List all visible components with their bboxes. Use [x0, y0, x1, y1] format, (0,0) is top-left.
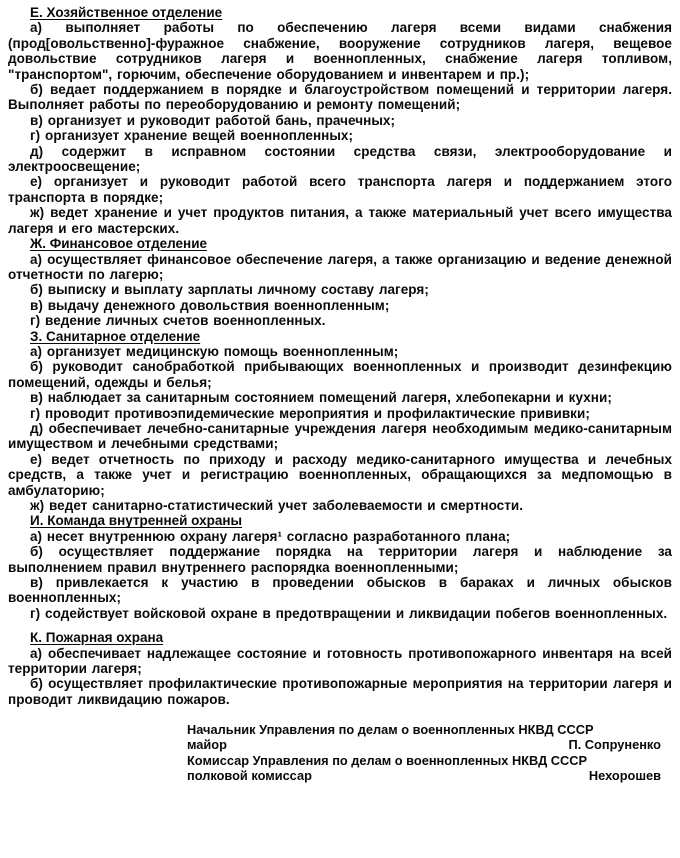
clause-paragraph: е) организует и руководит работой всего транспорта лагеря и поддержанием этого транспорта в порядке; [8, 174, 672, 205]
clause-paragraph: а) несет внутреннюю охрану лагеря¹ согласно разработанного плана; [30, 528, 511, 544]
signature-rank-regimental-commissar: полковой комиссар [187, 767, 312, 783]
section-heading: Ж. Финансовое отделение [30, 236, 208, 252]
clause-paragraph: г) содействует войсковой охране в предотвращении и ликвидации побегов военнопленных. [30, 605, 668, 621]
signature-title-commissar: Комиссар Управления по делам о военнопленных НКВД СССР [187, 752, 588, 768]
clause-paragraph: в) выдачу денежного довольствия военнопленным; [30, 297, 390, 313]
section-heading: К. Пожарная охрана [30, 630, 164, 646]
clause-paragraph: б) ведает поддержанием в порядке и благоустройством помещений и территории лагеря. Выполняет работы по переоборудованию и ремонту помещений; [8, 82, 672, 113]
clause-paragraph: а) обеспечивает надлежащее состояние и готовность противопожарного инвентаря на всей территории лагеря; [8, 645, 672, 677]
signature-title-chief: Начальник Управления по делам о военнопленных НКВД СССР [187, 722, 594, 738]
clause-paragraph: в) организует и руководит работой бань, прачечных; [30, 112, 396, 128]
signature-block [187, 722, 661, 783]
document-sections [8, 5, 672, 707]
clause-paragraph: д) содержит в исправном состоянии средства связи, электрооборудование и электроосвещение; [8, 143, 672, 175]
signature-rank-major: майор [187, 737, 227, 753]
section-heading: Е. Хозяйственное отделение [30, 5, 223, 20]
clause-paragraph: е) ведет отчетность по приходу и расходу медико-санитарного имущества и лечебных средств, а также учет и регистрацию военнопленных, обращающихся за медпомощью в амбулаторию; [8, 451, 672, 498]
section-heading: И. Команда внутренней охраны [30, 513, 243, 529]
clause-paragraph: г) организует хранение вещей военнопленных; [30, 128, 354, 144]
clause-paragraph: д) обеспечивает лечебно-санитарные учреждения лагеря необходимым медико-санитарным имуществом и лечебными средствами; [8, 420, 672, 452]
clause-paragraph: б) выписку и выплату зарплаты личному составу лагеря; [30, 282, 429, 298]
clause-paragraph: в) наблюдает за санитарным состоянием помещений лагеря, хлебопекарни и кухни; [30, 390, 612, 406]
signature-row-commissar [187, 768, 661, 783]
clause-paragraph: в) привлекается к участию в проведении обысков в бараках и личных обысков военнопленных; [8, 575, 672, 606]
clause-paragraph: б) осуществляет поддержание порядка на территории лагеря и наблюдение за выполнением правил внутреннего распорядка военнопленными; [8, 544, 672, 575]
clause-paragraph: ж) ведет санитарно-статистический учет заболеваемости и смертности. [30, 498, 524, 513]
document-body [8, 5, 672, 783]
clause-paragraph: ж) ведет хранение и учет продуктов питания, а также материальный учет всего имущества лагеря и его мастерских. [8, 205, 672, 236]
signature-row-chief [187, 737, 661, 752]
clause-paragraph: б) осуществляет профилактические противопожарные мероприятия на территории лагеря и проводит ликвидацию пожаров. [8, 676, 672, 707]
section-heading: З. Санитарное отделение [30, 328, 201, 344]
clause-paragraph: а) организует медицинскую помощь военнопленным; [30, 343, 399, 359]
signature-name-nekhoroshev: Нехорошев [588, 767, 661, 783]
clause-paragraph: а) выполняет работы по обеспечению лагеря всеми видами снабжения (прод[овольственно]-фуражное снабжение, вооружение сотрудников лагеря, вещевое довольствие сотрудников лагеря и военнопленных, снабжение лагеря топливом, "транспортом", горючим, обеспечение оборудованием и инвентарем и пр.); [8, 20, 672, 82]
clause-paragraph: г) ведение личных счетов военнопленных. [30, 313, 326, 329]
clause-paragraph: а) осуществляет финансовое обеспечение лагеря, а также организацию и ведение денежной отчетности по лагерю; [8, 251, 672, 282]
signature-name-soprunenko: П. Сопруненко [568, 737, 661, 753]
clause-paragraph: б) руководит санобработкой прибывающих военнопленных и производит дезинфекцию помещений, одежды и белья; [8, 359, 672, 390]
clause-paragraph: г) проводит противоэпидемические мероприятия и профилактические прививки; [30, 405, 590, 421]
